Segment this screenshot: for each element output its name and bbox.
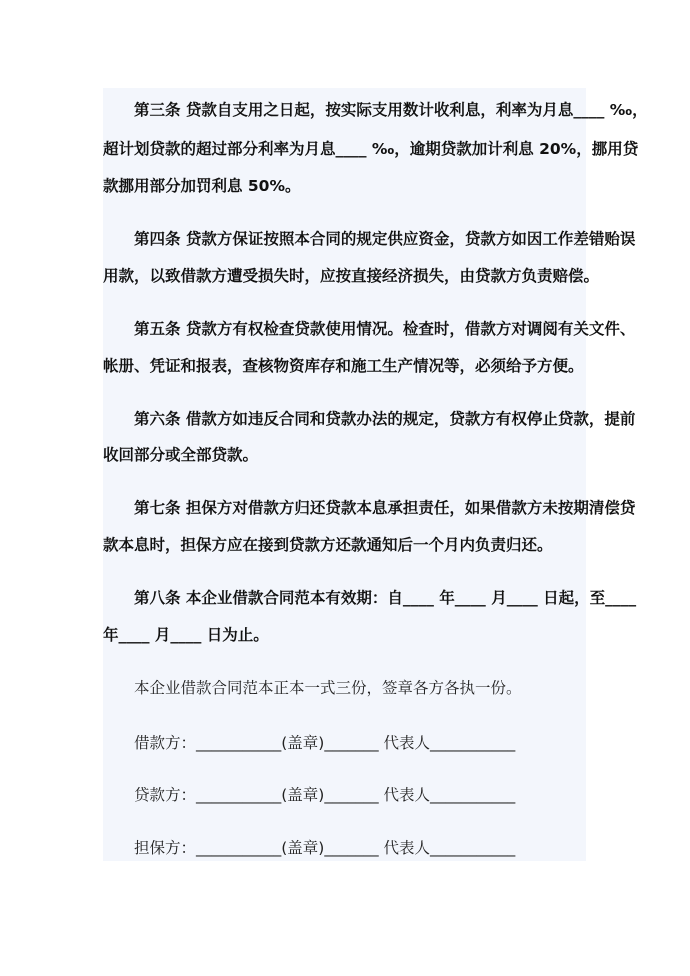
article-7-line-1: 第七条 担保方对借款方归还贷款本息承担责任，如果借款方未按期清偿贷	[134, 499, 636, 517]
article-8-line-1: 第八条 本企业借款合同范本有效期：自____ 年____ 月____ 日起，至____	[134, 589, 637, 607]
article-3-line-3: 款挪用部分加罚利息 50%。	[103, 177, 301, 195]
signature-borrower: 借款方：___________(盖章)_______ 代表人___________	[134, 734, 516, 752]
article-5-line-2: 帐册、凭证和报表，查核物资库存和施工生产情况等，必须给予方便。	[103, 357, 584, 375]
article-8-line-2: 年____ 月____ 日为止。	[103, 626, 269, 644]
article-3-line-2: 超计划贷款的超过部分利率为月息____ ‰，逾期贷款加计利息 20%，挪用贷	[103, 140, 639, 158]
signature-guarantor: 担保方：___________(盖章)_______ 代表人___________	[134, 839, 516, 857]
article-6-line-2: 收回部分或全部贷款。	[103, 446, 259, 464]
article-4-line-2: 用款，以致借款方遭受损失时，应按直接经济损失，由贷款方负责赔偿。	[103, 267, 600, 285]
signature-lender: 贷款方：___________(盖章)_______ 代表人___________	[134, 786, 516, 804]
article-6-line-1: 第六条 借款方如违反合同和贷款办法的规定，贷款方有权停止贷款，提前	[134, 410, 636, 428]
article-7-line-2: 款本息时，担保方应在接到贷款方还款通知后一个月内负责归还。	[103, 536, 553, 554]
article-3-line-1: 第三条 贷款自支用之日起，按实际支用数计收利息，利率为月息____ ‰，	[134, 101, 648, 119]
article-4-line-1: 第四条 贷款方保证按照本合同的规定供应资金，贷款方如因工作差错贻误	[134, 230, 636, 248]
article-5-line-1: 第五条 贷款方有权检查贷款使用情况。检查时，借款方对调阅有关文件、	[134, 320, 636, 338]
copies-note: 本企业借款合同范本正本一式三份，签章各方各执一份。	[134, 679, 522, 697]
